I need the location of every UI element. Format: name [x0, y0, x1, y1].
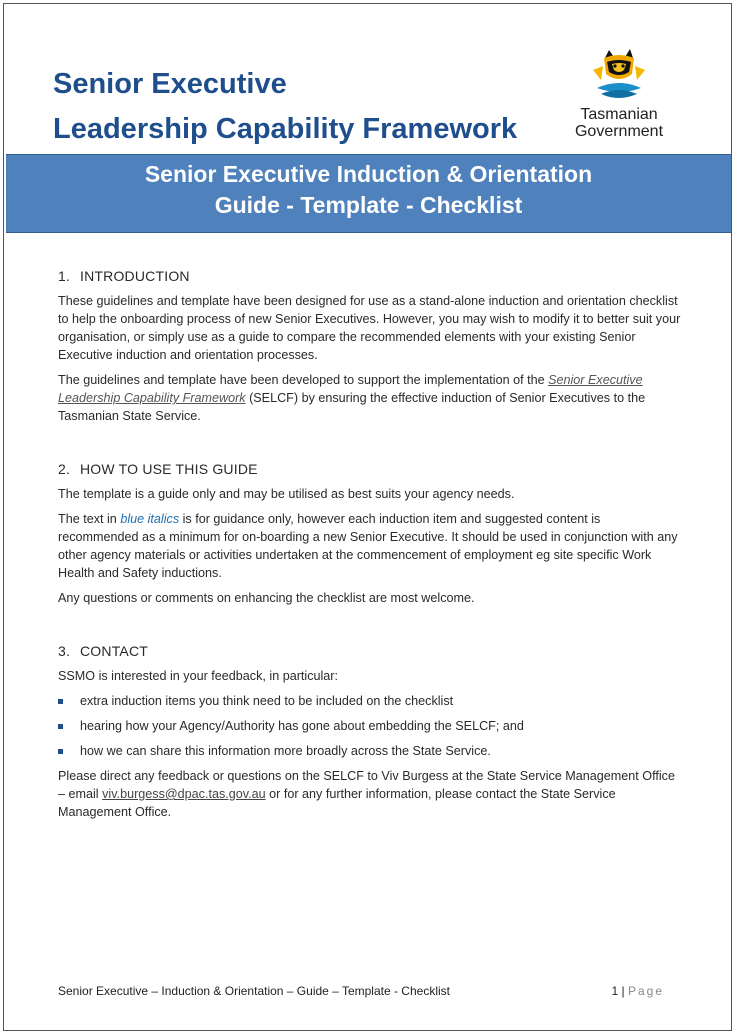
section-title: CONTACT: [80, 643, 149, 659]
bullet-icon: [58, 749, 63, 754]
logo-text-line-2: Government: [574, 123, 664, 140]
footer-title: Senior Executive – Induction & Orientation – Guide – Template - Checklist: [58, 984, 450, 998]
title-line-1: Senior Executive: [53, 68, 287, 100]
section-title: INTRODUCTION: [80, 268, 190, 284]
section-number: 3.: [58, 643, 71, 659]
section-contact: [58, 641, 683, 821]
paragraph: These guidelines and template have been designed for use as a stand-alone induction and orientation checklist to help the onboarding process of new Senior Executives. However, you may wish to modify it to better suit your organisation, or simply use as a guide to compare the recommended elements with your existing Senior Executive induction and orientation processes.: [58, 294, 681, 362]
section-heading: [58, 459, 683, 479]
document-title: [53, 62, 517, 152]
list-item-text: hearing how your Agency/Authority has gone about embedding the SELCF; and: [80, 719, 524, 733]
list-item: [58, 742, 683, 760]
section-title: HOW TO USE THIS GUIDE: [80, 461, 258, 477]
page-label: Page: [627, 984, 664, 998]
email-link[interactable]: viv.burgess@dpac.tas.gov.au: [102, 787, 266, 801]
document-body: [58, 266, 683, 855]
page-separator: |: [618, 984, 628, 998]
logo-text-line-1: Tasmanian: [580, 106, 658, 123]
paragraph-text: is for guidance only, however each induction item and suggested content is recommended as a minimum for on-boarding a new Senior Executive. It should be used in conjunction with any other agency materials or activities undertaken at the commencement of employment eg site specific Work Health and Safety inductions.: [58, 512, 678, 580]
title-banner: [6, 154, 731, 233]
paragraph: The template is a guide only and may be utilised as best suits your agency needs.: [58, 487, 515, 501]
banner-line-2: Guide - Template - Checklist: [214, 192, 523, 218]
paragraph: [58, 371, 683, 425]
paragraph-text: The guidelines and template have been developed to support the implementation of the: [58, 373, 549, 387]
paragraph-text: (SELCF) by ensuring the effective induction of Senior Executives to the Tasmanian State Service.: [58, 391, 646, 423]
section-introduction: [58, 266, 683, 425]
title-line-2: Leadership Capability Framework: [53, 113, 518, 145]
list-item-text: how we can share this information more broadly across the State Service.: [80, 744, 491, 758]
list-item-text: extra induction items you think need to be included on the checklist: [80, 694, 454, 708]
page-indicator: [611, 984, 664, 998]
section-number: 1.: [58, 268, 71, 284]
paragraph: [58, 767, 683, 821]
section-number: 2.: [58, 461, 71, 477]
feedback-list: [58, 692, 683, 760]
section-heading: [58, 266, 683, 286]
paragraph: Any questions or comments on enhancing the checklist are most welcome.: [58, 591, 475, 605]
paragraph-text: Please direct any feedback or questions on the SELCF to Viv Burgess at the State Service Management Office – email: [58, 769, 675, 801]
paragraph-text: or for any further information, please contact the State Service Management Office.: [58, 787, 616, 819]
blue-italics-text: blue italics: [120, 512, 180, 526]
section-how-to-use: [58, 459, 683, 607]
tasmanian-tiger-icon: [587, 44, 651, 106]
section-heading: [58, 641, 683, 661]
paragraph: [58, 510, 683, 582]
paragraph-text: The text in: [58, 512, 121, 526]
list-item: [58, 692, 683, 710]
list-item: [58, 717, 683, 735]
tasmanian-government-logo: [564, 44, 674, 140]
bullet-icon: [58, 724, 63, 729]
selcf-link[interactable]: Senior Executive Leadership Capability Framework: [58, 373, 643, 405]
page-footer: [58, 984, 664, 998]
page-number: 1: [611, 984, 619, 998]
bullet-icon: [58, 699, 63, 704]
banner-line-1: Senior Executive Induction & Orientation: [144, 161, 593, 187]
paragraph: SSMO is interested in your feedback, in particular:: [58, 669, 338, 683]
